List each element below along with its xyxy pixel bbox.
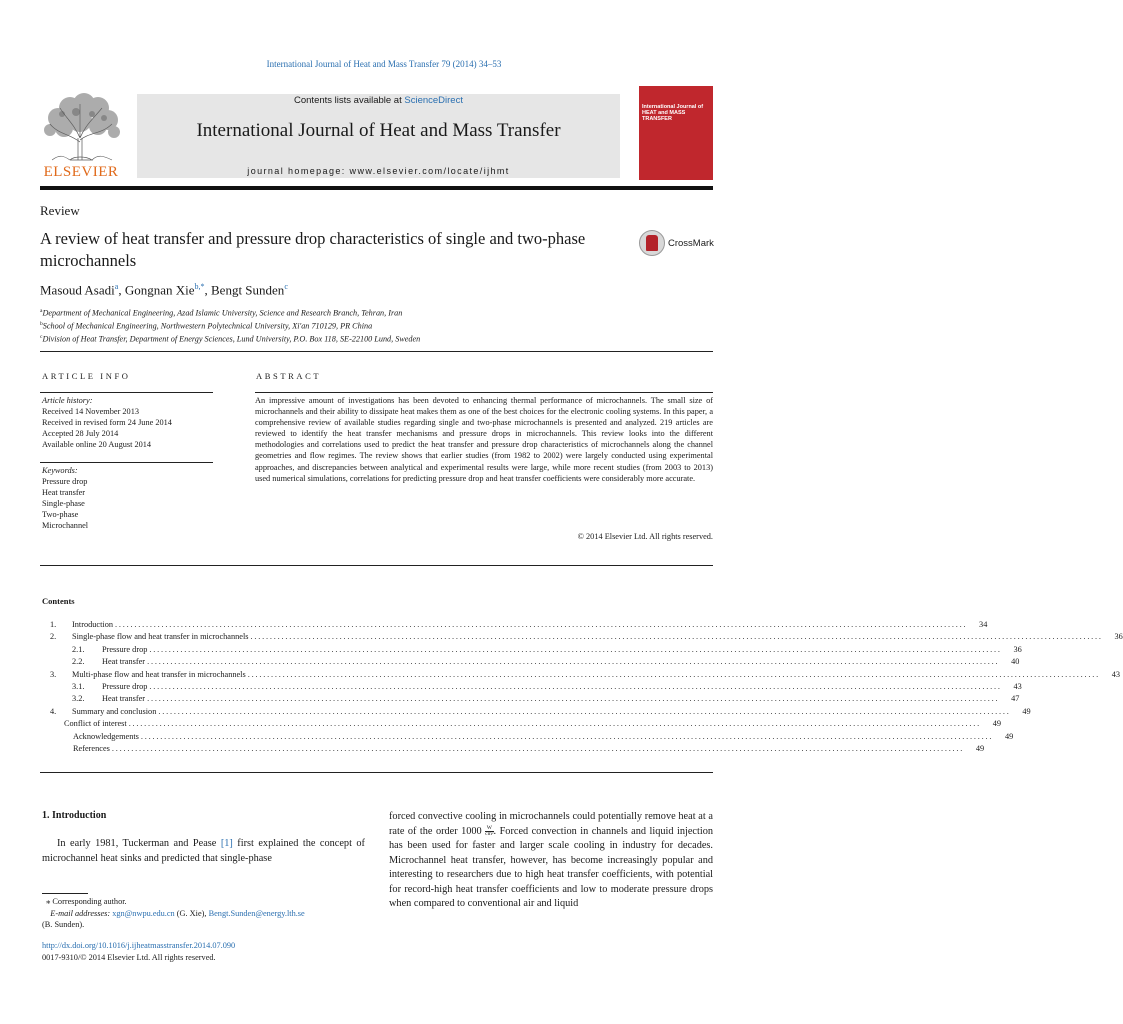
toc-entry[interactable] [42,669,1121,681]
affiliation-mark: a [40,308,43,314]
email-owner-sunden: (B. Sunden). [42,920,85,929]
toc-page-number: 49 [992,719,1002,729]
unit-fraction [485,826,493,837]
affiliation-list [40,306,420,346]
toc-number: 3.2. [72,694,85,704]
citation-link[interactable]: [1] [220,838,233,849]
toc-leader-dots: ............................................................................................................................................................................................................................ [140,731,994,741]
keywords-rule [40,462,213,463]
toc-entry[interactable] [42,743,985,755]
crossmark-bookmark-icon [646,235,658,251]
toc-leader-dots: ............................................................................................................................................................................................................................ [250,632,1103,642]
contents-heading: Contents [42,596,75,606]
journal-cover-text: International Journal of HEAT and MASS TRANSFER [642,104,704,122]
article-history [42,395,172,450]
toc-number: 4. [50,706,57,716]
toc-page-number: 43 [1013,681,1022,691]
affiliation [40,306,420,319]
toc-entry[interactable] [42,656,1020,668]
toc-number: 2.2. [72,657,85,667]
history-item: Available online 20 August 2014 [42,440,152,449]
email-link-xie[interactable]: xgn@nwpu.edu.cn [112,908,175,918]
unit-denominator: cm² [485,830,494,837]
toc-title: Summary and conclusion [72,706,157,716]
abstract-rule [255,392,713,393]
toc-leader-dots: ............................................................................................................................................................................................................................ [128,719,982,729]
intro-text: forced convective cooling in microchannels could potentially remove heat at a rate of the order 1000 [389,811,713,837]
email-label: E-mail addresses: [50,908,111,918]
toc-leader-dots: ............................................................................................................................................................................................................................ [158,706,1011,716]
history-item: Received 14 November 2013 [42,407,139,416]
author-name: Gongnan Xie [124,282,195,298]
toc-leader-dots: ............................................................................................................................................................................................................................ [147,657,1000,667]
contents-top-rule [40,565,713,566]
journal-homepage[interactable]: journal homepage: www.elsevier.com/locate/ijhmt [247,166,510,176]
footnote [42,896,372,931]
email-owner-xie: (G. Xie), [174,908,209,918]
toc-number: 2.1. [72,644,85,654]
toc-page-number: 40 [1011,657,1020,667]
keyword: Microchannel [42,521,89,530]
unit-numerator: W [486,824,492,831]
author-separator: , [204,282,211,298]
issn-copyright: 0017-9310/© 2014 Elsevier Ltd. All rights reserved. [42,953,216,962]
toc-number: 1. [50,620,57,629]
toc-title: Heat transfer [102,694,146,704]
doi-link[interactable]: http://dx.doi.org/10.1016/j.ijheatmasstransfer.2014.07.090 [42,941,236,950]
footnote-rule [42,893,88,894]
table-of-contents [42,619,1123,755]
toc-title: Pressure drop [102,644,148,654]
keyword: Heat transfer [42,488,86,497]
toc-page-number: 36 [1013,644,1022,654]
contents-available-line [137,95,620,106]
affiliation-text: Division of Heat Transfer, Department of Energy Sciences, Lund University, P.O. Box 118, SE-22100 Lund, Sweden [42,335,421,345]
keywords-label: Keywords: [42,466,78,475]
author-affiliation-mark[interactable]: c [284,282,288,291]
authors-rule [40,351,713,352]
article-info-heading: ARTICLE INFO [42,371,131,381]
toc-title: Acknowledgements [73,731,139,741]
toc-title: Conflict of interest [64,719,127,729]
header-rule [40,186,713,190]
toc-entry[interactable] [42,644,1022,656]
toc-title: Introduction [72,620,114,629]
author-affiliation-mark[interactable]: a [114,282,119,291]
history-label: Article history: [42,396,93,405]
abstract-text: An impressive amount of investigations has been devoted to enhancing thermal performance of microchannels. The small size of microchannels and their ability to dissipate heat makes them as one of the best choices for the electronic cooling systems. In this paper, a comprehensive review of available studies regarding single and two-phase microchannels is presented and analyzed. 219 articles are reviewed to identify the heat transfer mechanisms and pressure drops in microchannels. This review looks into the different methodologies and correlations used to predict the heat transfer and pressure drop characteristics of microchannels along the channel geometries and flow regimes. The review shows that earlier studies (from 1982 to 2002) were largely conducted using experimental approaches, and discrepancies between analytical and experimental results were large, while more recent studies (from 2003 to 2013) used numerical simulations, correlations for predicting pressure drop and heat transfer coefficients were considerably more accurate. [255,396,713,483]
article-title: A review of heat transfer and pressure drop characteristics of single and two-phase microchannels [40,229,586,270]
toc-page-number: 49 [1022,706,1031,716]
toc-leader-dots: ............................................................................................................................................................................................................................ [115,620,968,629]
toc-leader-dots: ............................................................................................................................................................................................................................ [149,644,1002,654]
introduction-column-2 [389,810,713,912]
author-separator: , [118,282,125,298]
history-item: Received in revised form 24 June 2014 [42,418,172,427]
intro-text: first explained the concept of microchannel heat sinks and predicted that single-phase [42,838,365,864]
toc-page-number: 34 [979,620,988,629]
keyword: Two-phase [42,510,79,519]
author-list [40,282,288,298]
affiliation [40,319,420,332]
affiliation-mark: b [40,321,43,328]
toc-entry[interactable] [42,631,1123,643]
history-item: Accepted 28 July 2014 [42,429,119,438]
toc-entry[interactable] [42,706,1031,718]
affiliation-mark: c [40,334,43,341]
toc-leader-dots: ............................................................................................................................................................................................................................ [147,694,1000,704]
journal-cover-thumbnail[interactable] [639,86,713,180]
corresponding-author-text: Corresponding author. [52,897,127,906]
toc-title: References [73,743,110,753]
email-link-sunden[interactable]: Bengt.Sunden@energy.lth.se [208,908,305,918]
toc-title: Multi-phase flow and heat transfer in microchannels [72,669,246,679]
author-affiliation-mark[interactable]: b,* [194,282,205,291]
toc-leader-dots: ............................................................................................................................................................................................................................ [111,743,965,753]
toc-entry[interactable] [42,619,988,631]
toc-title: Heat transfer [102,657,146,667]
keyword: Pressure drop [42,477,88,486]
keywords-list [42,465,88,531]
elsevier-wordmark: ELSEVIER [43,164,119,180]
toc-number: 2. [50,632,57,642]
abstract-copyright: © 2014 Elsevier Ltd. All rights reserved. [577,532,713,541]
introduction-column-1 [42,837,365,866]
author-name: Bengt Sunden [211,282,285,298]
intro-text: . Forced convection in channels and liquid injection has been used for faster and larger scale cooling in industry for decades. Microchannel heat transfer, however, has become increasingly popular and interesting to researchers due to high heat transfer coefficients, with potential for record-high heat transfer coefficients and low to moderate pressure drops when compared to conventional air and liquid [389,825,713,909]
affiliation [40,332,420,345]
article-type: Review [40,203,80,218]
toc-entry[interactable] [42,731,1014,743]
affiliation-text: Department of Mechanical Engineering, Azad Islamic University, Science and Research Branch, Tehran, Iran [42,308,403,318]
toc-entry[interactable] [42,693,1020,705]
crossmark-label[interactable]: CrossMark [668,238,714,249]
article-info-rule [40,392,213,393]
email-note [42,908,372,920]
introduction-heading: 1. Introduction [42,810,107,821]
toc-title: Pressure drop [102,681,148,691]
sciencedirect-link[interactable]: ScienceDirect [404,95,463,106]
toc-number: 3.1. [72,681,85,691]
toc-entry[interactable] [42,681,1022,693]
journal-citation[interactable]: International Journal of Heat and Mass Transfer 79 (2014) 34–53 [266,59,502,69]
abstract-heading: ABSTRACT [256,371,322,381]
toc-title: Single-phase flow and heat transfer in microchannels [72,632,249,642]
journal-title: International Journal of Heat and Mass Transfer [196,120,561,141]
toc-page-number: 47 [1011,694,1020,704]
corresponding-author-note [42,896,372,908]
contents-bottom-rule [40,772,713,773]
toc-page-number: 36 [1114,632,1123,642]
author-name: Masoud Asadi [40,282,115,298]
keyword: Single-phase [42,499,85,508]
affiliation-text: School of Mechanical Engineering, Northwestern Polytechnical University, Xi'an 710129, PR China [42,321,373,331]
contents-prefix: Contents lists available at [294,95,405,106]
footnote-mark: ⁎ [46,897,51,906]
intro-text: In early 1981, Tuckerman and Pease [57,838,221,849]
toc-leader-dots: ............................................................................................................................................................................................................................ [149,681,1002,691]
toc-page-number: 49 [1004,731,1014,741]
toc-page-number: 49 [975,743,985,753]
toc-number: 3. [50,669,57,679]
toc-leader-dots: ............................................................................................................................................................................................................................ [247,669,1101,679]
toc-entry[interactable] [42,718,1002,730]
toc-page-number: 43 [1111,669,1121,679]
